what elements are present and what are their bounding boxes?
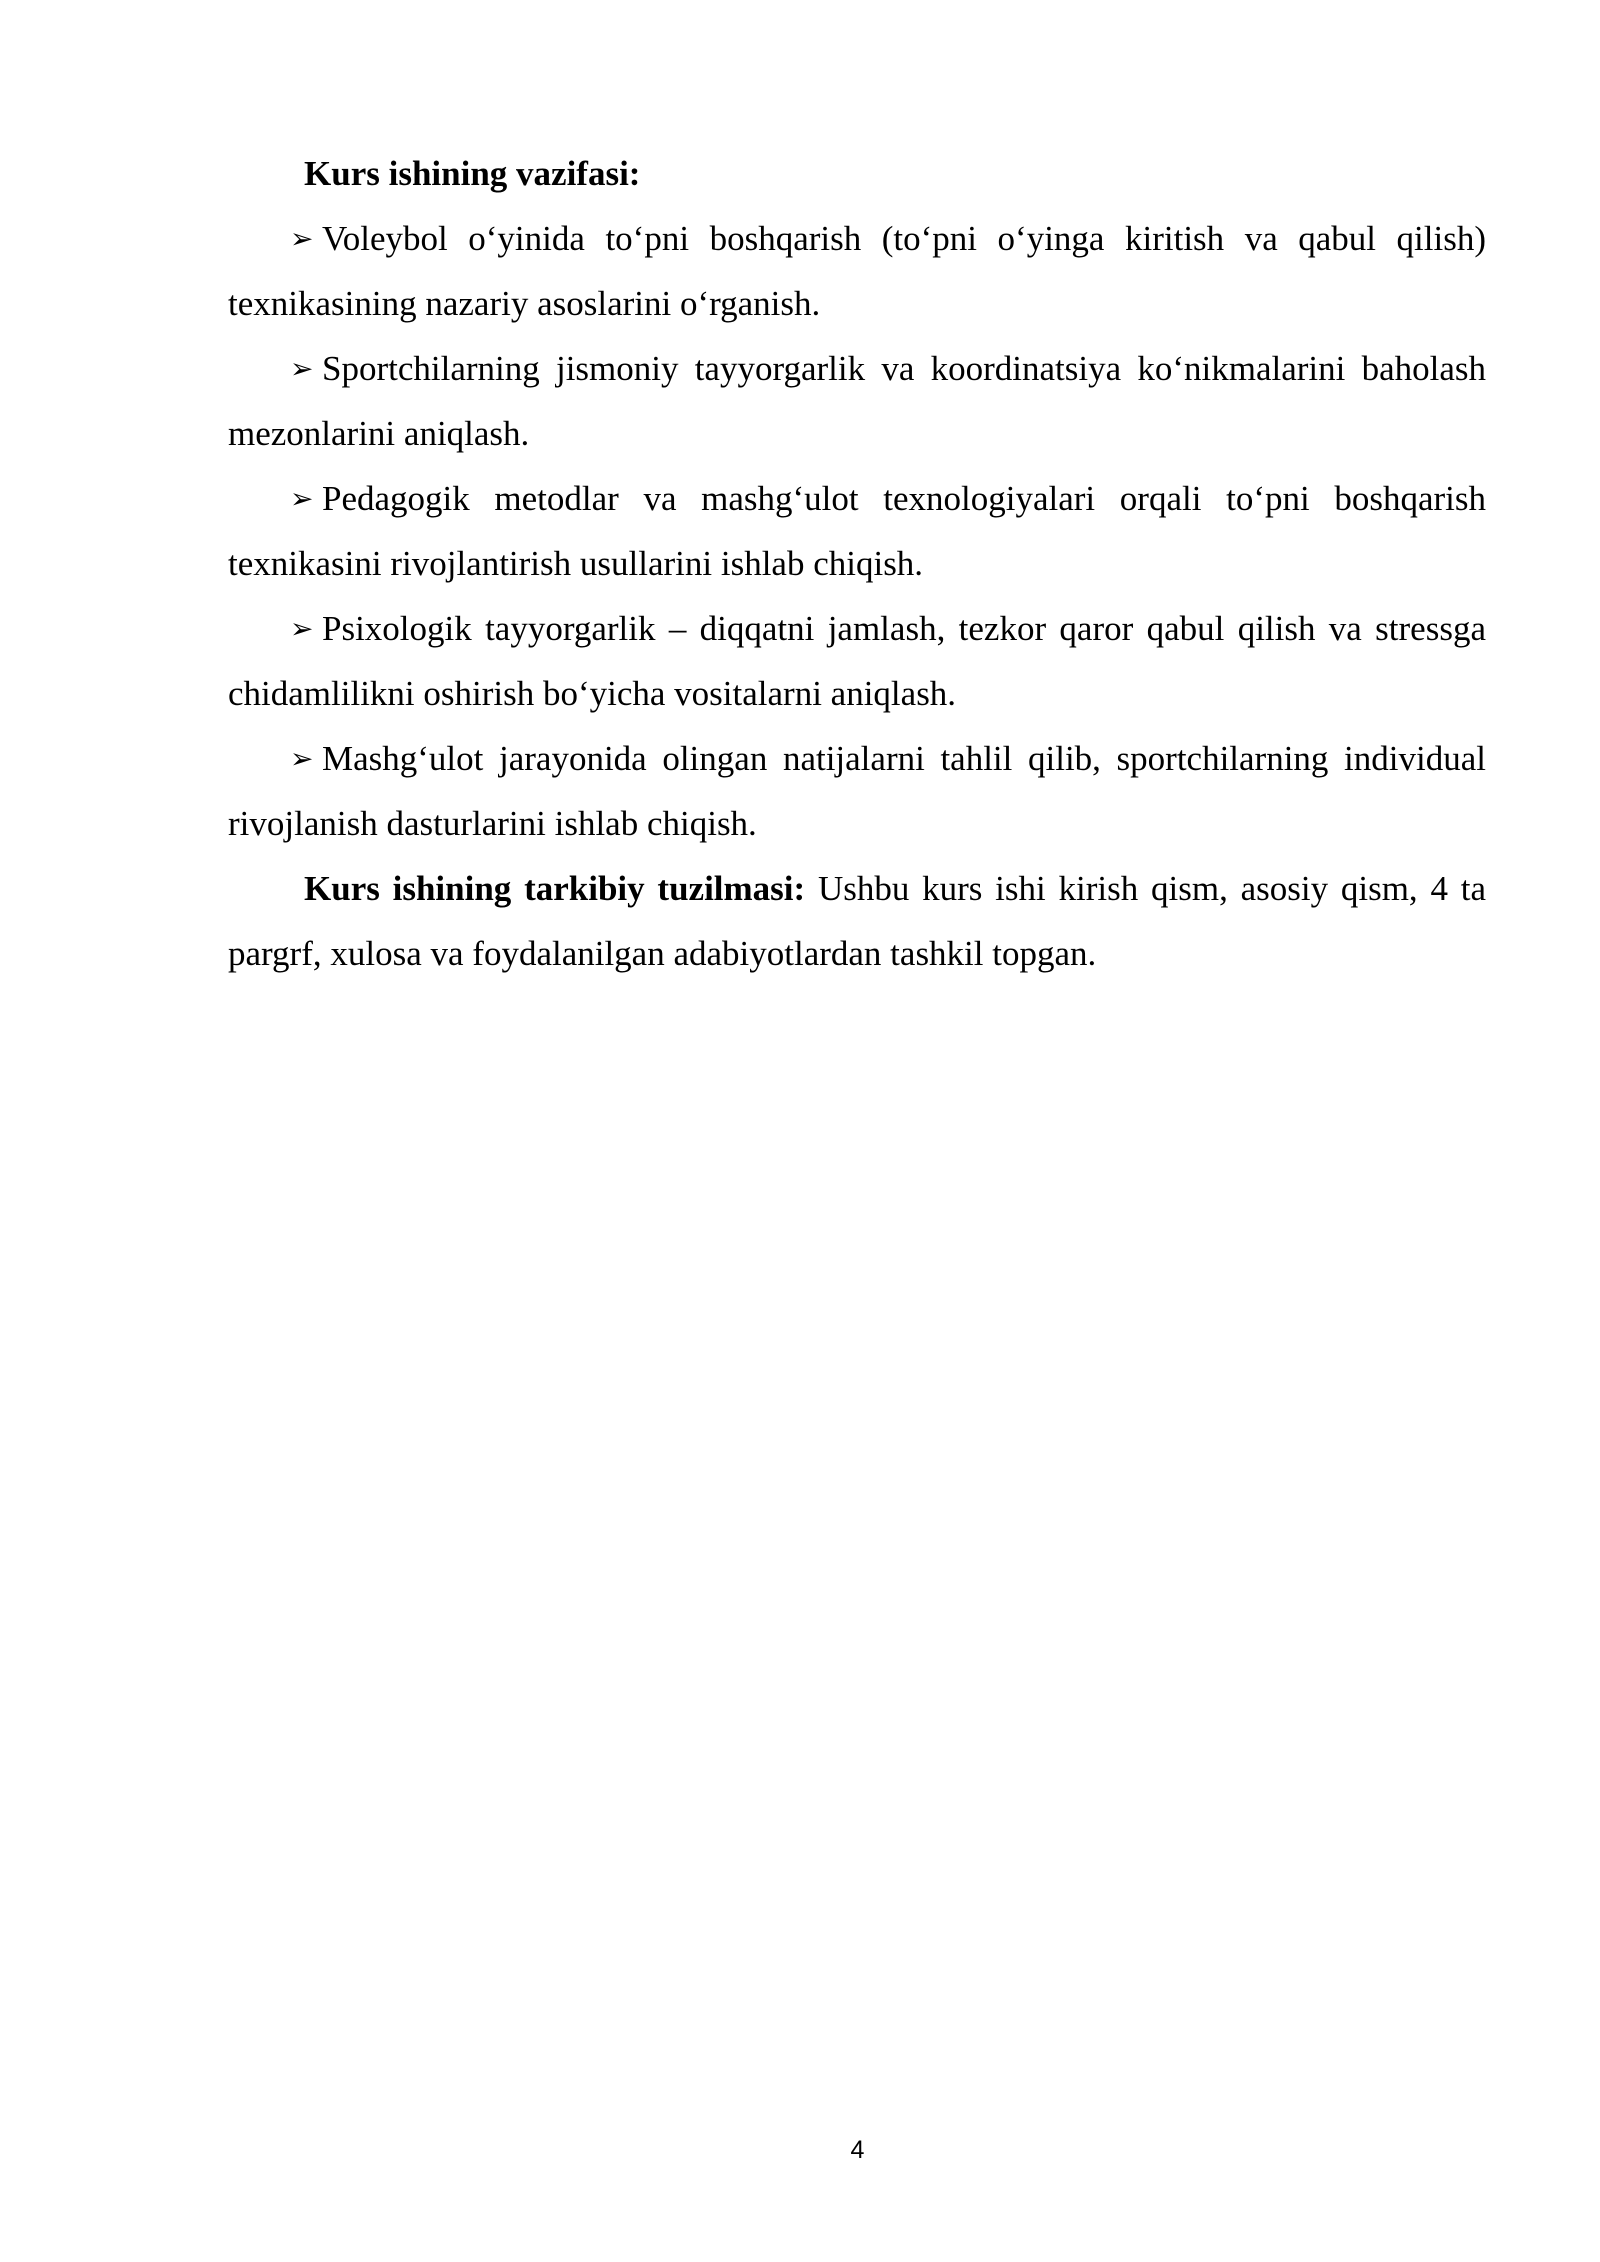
arrowhead-bullet-icon: ➢ xyxy=(290,222,314,255)
list-item-text: Pedagogik metodlar va mashg‘ulot texnologiyalari orqali to‘pni boshqarish texnikasini rivojlantirish usullarini ishlab chiqish. xyxy=(228,479,1486,583)
list-item xyxy=(228,336,1486,466)
structure-label: Kurs ishining tarkibiy tuzilmasi: xyxy=(304,869,806,908)
list-item xyxy=(228,206,1486,336)
list-item-text: Voleybol o‘yinida to‘pni boshqarish (to‘pni o‘yinga kiritish va qabul qilish) texnikasining nazariy asoslarini o‘rganish. xyxy=(228,219,1486,323)
list-item xyxy=(228,466,1486,596)
page-number: 4 xyxy=(850,2136,865,2164)
list-item xyxy=(228,596,1486,726)
arrowhead-bullet-icon: ➢ xyxy=(290,612,314,645)
list-item-text: Sportchilarning jismoniy tayyorgarlik va koordinatsiya ko‘nikmalarini baholash mezonlarini aniqlash. xyxy=(228,349,1486,453)
list-item xyxy=(228,726,1486,856)
tasks-heading: Kurs ishining vazifasi: xyxy=(304,154,641,193)
arrowhead-bullet-icon: ➢ xyxy=(290,742,314,775)
list-item-text: Mashg‘ulot jarayonida olingan natijalarni tahlil qilib, sportchilarning individual rivojlanish dasturlarini ishlab chiqish. xyxy=(228,739,1486,843)
arrowhead-bullet-icon: ➢ xyxy=(290,482,314,515)
list-item-text: Psixologik tayyorgarlik – diqqatni jamlash, tezkor qaror qabul qilish va stressga chidamlilikni oshirish bo‘yicha vositalarni aniqlash. xyxy=(228,609,1486,713)
structure-paragraph xyxy=(228,856,1486,986)
structure-text: Ushbu kurs ishi kirish qism, asosiy qism, 4 ta pargrf, xulosa va foydalanilgan adabiyotlardan tashkil topgan. xyxy=(228,869,1486,973)
arrowhead-bullet-icon: ➢ xyxy=(290,352,314,385)
page-body xyxy=(228,141,1486,986)
tasks-heading-paragraph xyxy=(228,141,1486,206)
